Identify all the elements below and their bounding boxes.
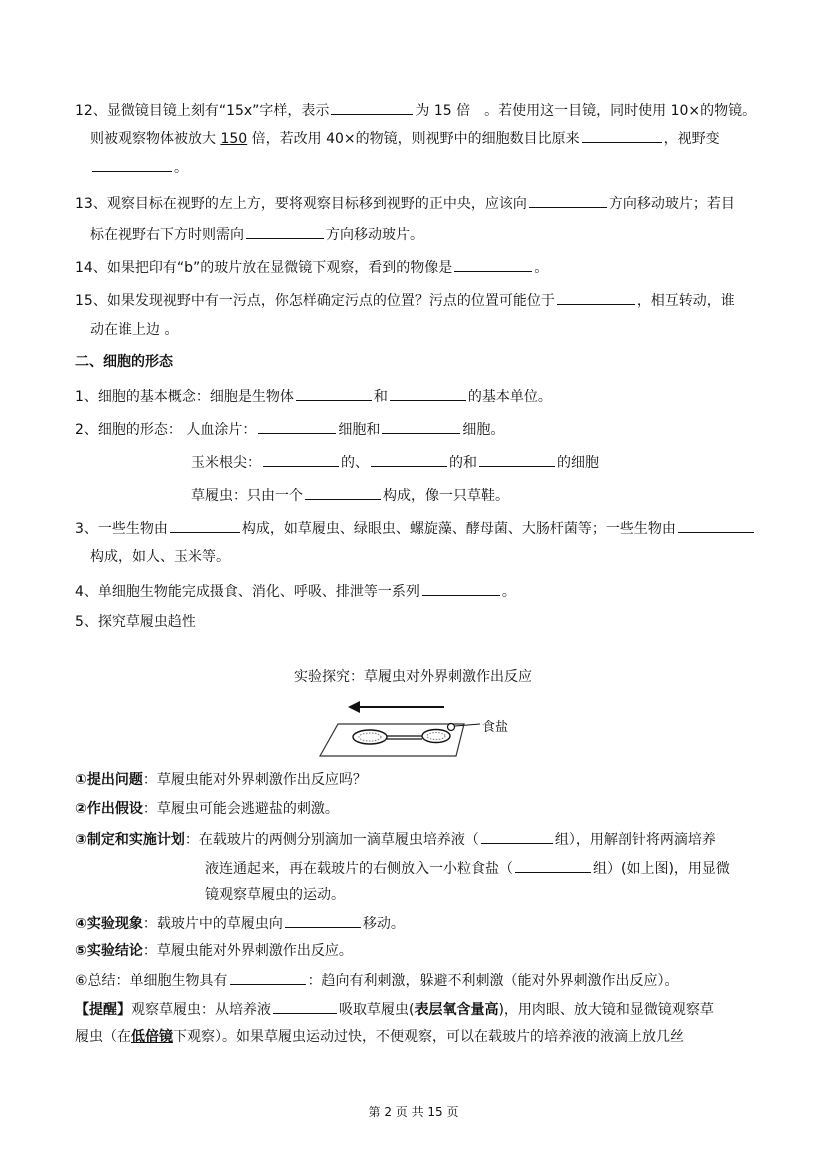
s2-corn-text-d: 的细胞 [557,455,599,471]
s1-blank2[interactable] [390,385,466,401]
s4-line [75,580,516,602]
q12-line1 [75,99,756,121]
s3-text-c: 构成，如人、玉米等。 [90,549,230,565]
step1-label: ①提出问题 [75,772,143,788]
q15-text-c: 动在谁上边 。 [90,322,179,338]
step2-label: ②作出假设 [75,801,143,817]
q12-text-e: 倍，若改用 40×的物镜，则视野中的细胞数目比原来 [247,131,580,147]
q15-line2 [90,320,178,340]
s5-text-a: 5、探究草履虫趋性 [75,614,196,630]
s2-para-text-b: 构成，像一只草鞋。 [383,488,509,504]
tip-text-a: 观察草履虫：从培养液 [131,1002,271,1018]
s2-line2 [191,451,599,473]
q14-text-a: 14、如果把印有“b”的玻片放在显微镜下观察，看到的物像是 [75,260,453,276]
step3-text-e: 镜观察草履虫的运动。 [205,887,345,903]
q15-blank[interactable] [557,289,635,305]
step6-text-b: ：趋向有利刺激，躲避不利刺激（能对外界刺激作出反应）。 [307,973,679,989]
tip-label: 【提醒】 [75,1002,131,1018]
s2-blank3[interactable] [263,451,339,467]
s2-corn-text-c: 的和 [449,455,477,471]
step1 [75,770,367,790]
s3-blank2[interactable] [678,517,754,533]
step3-line1 [75,828,716,850]
s4-text-a: 4、单细胞生物能完成摄食、消化、呼吸、排泄等一系列 [75,584,420,600]
q12-blank1[interactable] [331,99,413,115]
left-culture-drop [353,730,387,744]
step4-label: ④实验现象 [75,916,143,932]
tip-text-e: 下观察）。如果草履虫运动过快，不便观察，可以在载玻片的培养液的液滴上放几丝 [173,1029,684,1045]
step4 [75,912,405,934]
s3-line1 [75,517,756,539]
s1-text-c: 的基本单位。 [467,389,552,405]
s2-text-b: 细胞和 [338,422,381,438]
step5-text: ：草履虫能对外界刺激作出反应。 [142,943,353,959]
step5 [75,941,353,961]
step3-text-a: ：在载玻片的两侧分别滴加一滴草履虫培养液（ [184,832,479,848]
q13-text-c: 标在视野右下方时则需向 [90,227,244,243]
step4-blank[interactable] [285,912,361,928]
q13-text-b: 方向移动玻片；若目 [608,196,735,212]
salt-label: 食盐 [482,720,509,735]
tip-bold-a: 表层氧含量高 [414,1002,499,1018]
s4-blank[interactable] [422,580,500,596]
tip-bold-b: 低倍镜 [131,1029,173,1045]
q15-text-a: 15、如果发现视野中有一污点，你怎样确定污点的位置？污点的位置可能位于 [75,293,555,309]
q13-line1 [75,192,735,214]
q12-text-g: 。 [174,160,188,176]
step3-label: ③制定和实施计划 [75,832,185,848]
q14-blank[interactable] [454,256,532,272]
step3-line3 [205,885,345,905]
s3-text-b: 构成，如草履虫、绿眼虫、螺旋藻、酵母菌、大肠杆菌等；一些生物由 [241,521,676,537]
step3-blank2[interactable] [515,857,591,873]
q14-text-b: 。 [534,260,549,276]
s1-text-b: 和 [373,389,388,405]
s1-text-a: 1、细胞的基本概念：细胞是生物体 [75,389,294,405]
step3-text-c: 液连通起来，再在载玻片的右侧放入一小粒食盐（ [205,861,513,877]
s2-line3 [191,484,509,506]
q12-text-d: 则被观察物体被放大 [90,131,221,147]
q12-text-c: 。若使用这一目镜，同时使用 10×的物镜。 [484,103,757,119]
s3-blank1[interactable] [170,517,240,533]
step1-text: ：草履虫能对外界刺激作出反应吗？ [142,772,367,788]
step3-blank1[interactable] [481,828,553,844]
q14-line [75,256,548,278]
s3-line2 [90,547,230,567]
s1-line [75,385,552,407]
tip-text-d: 履虫（在 [75,1029,131,1045]
step6-text-a: ⑥总结：单细胞生物具有 [75,973,228,989]
q12-line2 [90,127,720,149]
step2-text: ：草履虫可能会逃避盐的刺激。 [142,801,339,817]
tip-blank[interactable] [273,998,337,1014]
section-2-title: 二、细胞的形态 [75,354,173,370]
s2-line1 [75,418,504,440]
q13-line2 [90,223,424,245]
tip-line2 [75,1027,684,1047]
q13-blank2[interactable] [246,223,324,239]
step3-text-b: 组），用解剖针将两滴培养 [554,832,716,848]
step6 [75,969,679,991]
tip-text-b: 吸取草履虫( [339,1002,415,1018]
step3-text-d: 组）(如上图)，用显微 [593,861,730,877]
q13-blank1[interactable] [529,192,607,208]
q12-magnification: 150 [220,131,248,147]
s2-para-text-a: 草履虫：只由一个 [191,488,303,504]
s2-text-c: 细胞。 [462,422,505,438]
s3-text-a: 3、一些生物由 [75,521,168,537]
s2-blank2[interactable] [382,418,460,434]
s5-line [75,612,196,632]
q15-line1 [75,289,735,311]
s2-blank6[interactable] [305,484,381,500]
step5-label: ⑤实验结论 [75,943,143,959]
salt-grain [448,724,455,731]
q12-text-a: 12、显微镜目镜上刻有“15x”字样，表示 [75,103,330,119]
step4-text-b: 移动。 [362,916,405,932]
s2-text-a: 2、细胞的形态： 人血涂片： [75,422,257,438]
step6-blank[interactable] [230,969,306,985]
q12-line3 [90,156,188,178]
q13-text-a: 13、观察目标在视野的左上方，要将观察目标移到视野的正中央，应该向 [75,196,527,212]
s2-blank1[interactable] [258,418,336,434]
q12-blank2[interactable] [582,127,662,143]
s2-blank5[interactable] [479,451,555,467]
experiment-caption: 实验探究：草履虫对外界刺激作出反应 [294,669,532,685]
q12-text-b: 为 15 倍 [415,103,471,119]
page-footer: 第 2 页 共 15 页 [368,1105,459,1119]
tip-text-c: )，用肉眼、放大镜和显微镜观察草 [498,1002,714,1018]
q12-blank3[interactable] [92,156,172,172]
step3-line2 [205,857,730,879]
q13-text-d: 方向移动玻片。 [326,227,424,243]
step2 [75,799,339,819]
direction-arrow-head [348,701,360,713]
s4-text-b: 。 [501,584,516,600]
s2-corn-text-b: 的、 [341,455,369,471]
s2-blank4[interactable] [371,451,447,467]
tip-line1 [75,998,714,1020]
s1-blank1[interactable] [296,385,372,401]
q15-text-b: ，相互转动，谁 [636,293,735,309]
q12-text-f: ，视野变 [663,131,720,147]
step4-text-a: ：载玻片中的草履虫向 [142,916,283,932]
right-culture-drop [422,730,450,743]
s2-corn-text-a: 玉米根尖： [191,455,261,471]
